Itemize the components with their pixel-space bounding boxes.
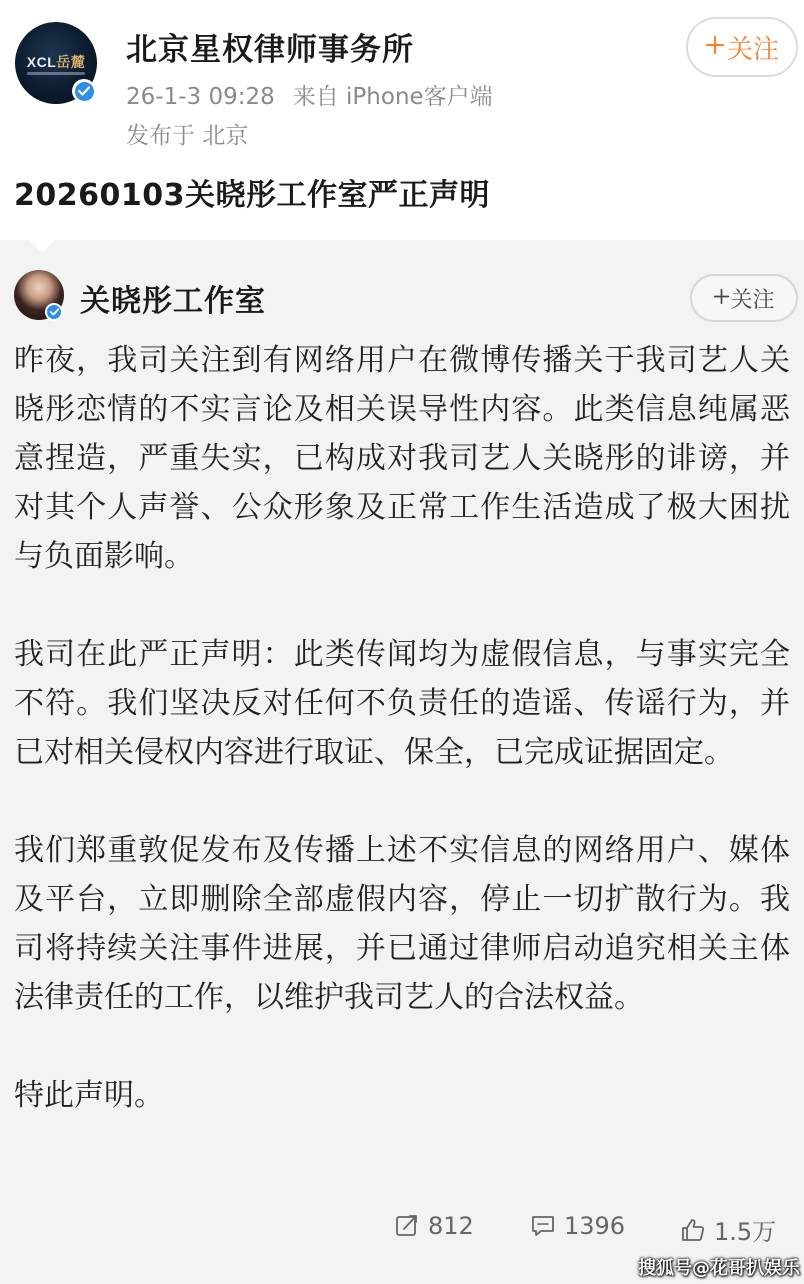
statement-paragraph: 昨夜，我司关注到有网络用户在微博传播关于我司艺人关晓彤恋情的不实言论及相关误导性内容。此类信息纯属恶意捏造，严重失实，已构成对我司艺人关晓彤的诽谤，并对其个人声誉、公众形象及正常工作生活造成了极大困扰与负面影响。: [14, 343, 790, 574]
repost-icon: [394, 1213, 420, 1239]
like-button[interactable]: [680, 1212, 776, 1247]
repost-button[interactable]: [394, 1212, 474, 1240]
plus-icon: [713, 286, 730, 311]
statement-body: [14, 336, 790, 1120]
repost-follow-label: 关注: [730, 287, 775, 313]
repost-author-name[interactable]: 关晓彤工作室: [80, 284, 266, 319]
action-bar: [390, 1212, 790, 1252]
avatar-logo-underline: [27, 72, 85, 75]
watermark: 搜狐号@花哥扒娱乐: [638, 1258, 800, 1279]
post-time: 26-1-3 09:28: [126, 84, 275, 110]
follow-button-label: 关注: [726, 34, 779, 65]
post-location: 发布于 北京: [126, 123, 249, 149]
follow-button[interactable]: [686, 17, 798, 77]
repost-pointer: [28, 240, 56, 252]
like-icon: [680, 1217, 706, 1243]
avatar-logo: XCL岳麓: [26, 54, 86, 70]
post-title: 20260103关晓彤工作室严正声明: [14, 178, 490, 213]
post-source: 来自 iPhone客户端: [292, 84, 493, 110]
plus-icon: [705, 32, 725, 62]
author-name[interactable]: 北京星权律师事务所: [126, 32, 414, 68]
comment-icon: [530, 1213, 556, 1239]
comment-count: 1396: [564, 1212, 626, 1240]
statement-paragraph: 我们郑重敦促发布及传播上述不实信息的网络用户、媒体及平台，立即删除全部虚假内容，停止一切扩散行为。我司将持续关注事件进展，并已通过律师启动追究相关主体法律责任的工作，以维护我司艺人的合法权益。: [14, 833, 790, 1015]
like-count: 1.5万: [714, 1218, 777, 1246]
comment-button[interactable]: [530, 1212, 625, 1240]
statement-closing: 特此声明。: [14, 1078, 164, 1113]
post-meta: [126, 78, 511, 111]
statement-paragraph: 我司在此严正声明：此类传闻均为虚假信息，与事实完全不符。我们坚决反对任何不负责任的造谣、传谣行为，并已对相关侵权内容进行取证、保全，已完成证据固定。: [14, 637, 790, 770]
verified-icon: [72, 79, 96, 103]
verified-icon: [45, 303, 63, 321]
repost-follow-button[interactable]: [690, 274, 798, 322]
repost-count: 812: [428, 1212, 474, 1240]
